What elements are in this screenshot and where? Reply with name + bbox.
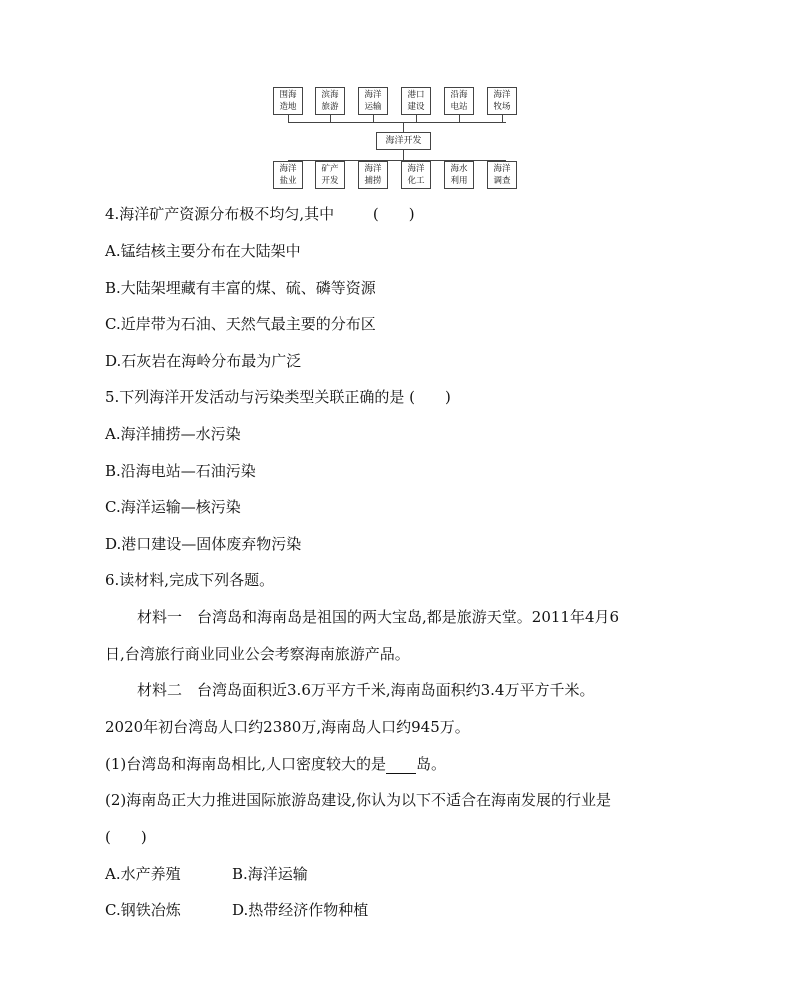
q4-answer-paren: ( ) xyxy=(372,205,415,223)
top-stub-2 xyxy=(330,115,331,122)
q6-sub2-answer-paren: ( ) xyxy=(105,828,147,846)
top-box-1 xyxy=(273,87,303,115)
q4-stem: 4.海洋矿产资源分布极不均匀,其中 xyxy=(105,205,335,223)
bottom-box-6-line-1: 海洋 xyxy=(493,164,511,174)
bottom-box-4-line-2: 化工 xyxy=(407,176,425,186)
q6-material1-line2: 日,台湾旅行商业同业公会考察海南旅游产品。 xyxy=(105,645,410,663)
bottom-box-4 xyxy=(401,161,431,189)
top-box-5-line-1: 沿海 xyxy=(450,90,468,100)
q5-stem-line xyxy=(105,386,451,407)
bottom-box-2-line-2: 开发 xyxy=(321,176,339,186)
top-box-2 xyxy=(315,87,345,115)
q6-option-d: D.热带经济作物种植 xyxy=(232,901,369,919)
q6-sub1-post: 岛。 xyxy=(416,755,447,773)
q6-material2-line2: 2020年初台湾岛人口约2380万,海南岛人口约945万。 xyxy=(105,718,470,736)
top-box-6-line-1: 海洋 xyxy=(493,90,511,100)
top-box-4 xyxy=(401,87,431,115)
top-stub-5 xyxy=(459,115,460,122)
q4-option-d: D.石灰岩在海岭分布最为广泛 xyxy=(105,352,302,370)
center-box-ocean-development: 海洋开发 xyxy=(376,132,431,150)
q4-stem-line xyxy=(105,203,415,224)
q6-material1-line1: 材料一 台湾岛和海南岛是祖国的两大宝岛,都是旅游天堂。2011年4月6 xyxy=(137,608,620,626)
top-box-4-line-1: 港口 xyxy=(407,90,425,100)
q5-option-d: D.港口建设—固体废弃物污染 xyxy=(105,535,302,553)
top-box-6-line-2: 牧场 xyxy=(493,102,511,112)
top-box-6 xyxy=(487,87,517,115)
q6-option-c: C.钢铁冶炼 xyxy=(105,901,181,919)
bottom-box-2 xyxy=(315,161,345,189)
q4-option-c: C.近岸带为石油、天然气最主要的分布区 xyxy=(105,315,376,333)
bottom-box-4-line-1: 海洋 xyxy=(407,164,425,174)
bottom-box-6 xyxy=(487,161,517,189)
q6-sub1-blank[interactable] xyxy=(386,759,416,774)
center-up-line xyxy=(403,122,404,132)
q4-option-a: A.锰结核主要分布在大陆架中 xyxy=(105,242,301,260)
bottom-box-1 xyxy=(273,161,303,189)
center-down-line xyxy=(403,150,404,160)
top-box-5 xyxy=(444,87,474,115)
bottom-box-5-line-1: 海水 xyxy=(450,164,468,174)
q6-option-b: B.海洋运输 xyxy=(232,865,308,883)
top-box-4-line-2: 建设 xyxy=(407,102,425,112)
q6-sub2: (2)海南岛正大力推进国际旅游岛建设,你认为以下不适合在海南发展的行业是 xyxy=(105,791,612,809)
top-box-2-line-1: 滨海 xyxy=(321,90,339,100)
bottom-box-3-line-2: 捕捞 xyxy=(364,176,382,186)
q5-option-b: B.沿海电站—石油污染 xyxy=(105,462,256,480)
ocean-development-diagram xyxy=(0,0,794,200)
top-bus-line xyxy=(288,122,506,123)
top-stub-4 xyxy=(416,115,417,122)
bottom-box-6-line-2: 调查 xyxy=(493,176,511,186)
top-box-1-line-2: 造地 xyxy=(279,102,297,112)
q4-option-b: B.大陆架埋藏有丰富的煤、硫、磷等资源 xyxy=(105,279,376,297)
top-stub-3 xyxy=(373,115,374,122)
q5-option-c: C.海洋运输—核污染 xyxy=(105,498,241,516)
bottom-box-5-line-2: 利用 xyxy=(450,176,468,186)
bottom-box-3 xyxy=(358,161,388,189)
top-box-2-line-2: 旅游 xyxy=(321,102,339,112)
top-box-3-line-1: 海洋 xyxy=(364,90,382,100)
q6-stem: 6.读材料,完成下列各题。 xyxy=(105,571,275,589)
top-stub-6 xyxy=(502,115,503,122)
q6-sub1-line xyxy=(105,753,446,774)
bottom-box-5 xyxy=(444,161,474,189)
q5-answer-paren: ( ) xyxy=(409,388,451,406)
top-box-3-line-2: 运输 xyxy=(364,102,382,112)
bottom-box-3-line-1: 海洋 xyxy=(364,164,382,174)
bottom-box-2-line-1: 矿产 xyxy=(321,164,339,174)
q6-material2-line1: 材料二 台湾岛面积近3.6万平方千米,海南岛面积约3.4万平方千米。 xyxy=(137,681,595,699)
top-stub-1 xyxy=(288,115,289,122)
q6-sub1-pre: (1)台湾岛和海南岛相比,人口密度较大的是 xyxy=(105,755,387,773)
q5-stem: 5.下列海洋开发活动与污染类型关联正确的是 xyxy=(105,388,405,406)
q6-option-a: A.水产养殖 xyxy=(105,865,181,883)
q5-option-a: A.海洋捕捞—水污染 xyxy=(105,425,241,443)
top-box-3 xyxy=(358,87,388,115)
top-box-5-line-2: 电站 xyxy=(450,102,468,112)
bottom-box-1-line-2: 盐业 xyxy=(279,176,297,186)
top-box-1-line-1: 围海 xyxy=(279,90,297,100)
bottom-box-1-line-1: 海洋 xyxy=(279,164,297,174)
